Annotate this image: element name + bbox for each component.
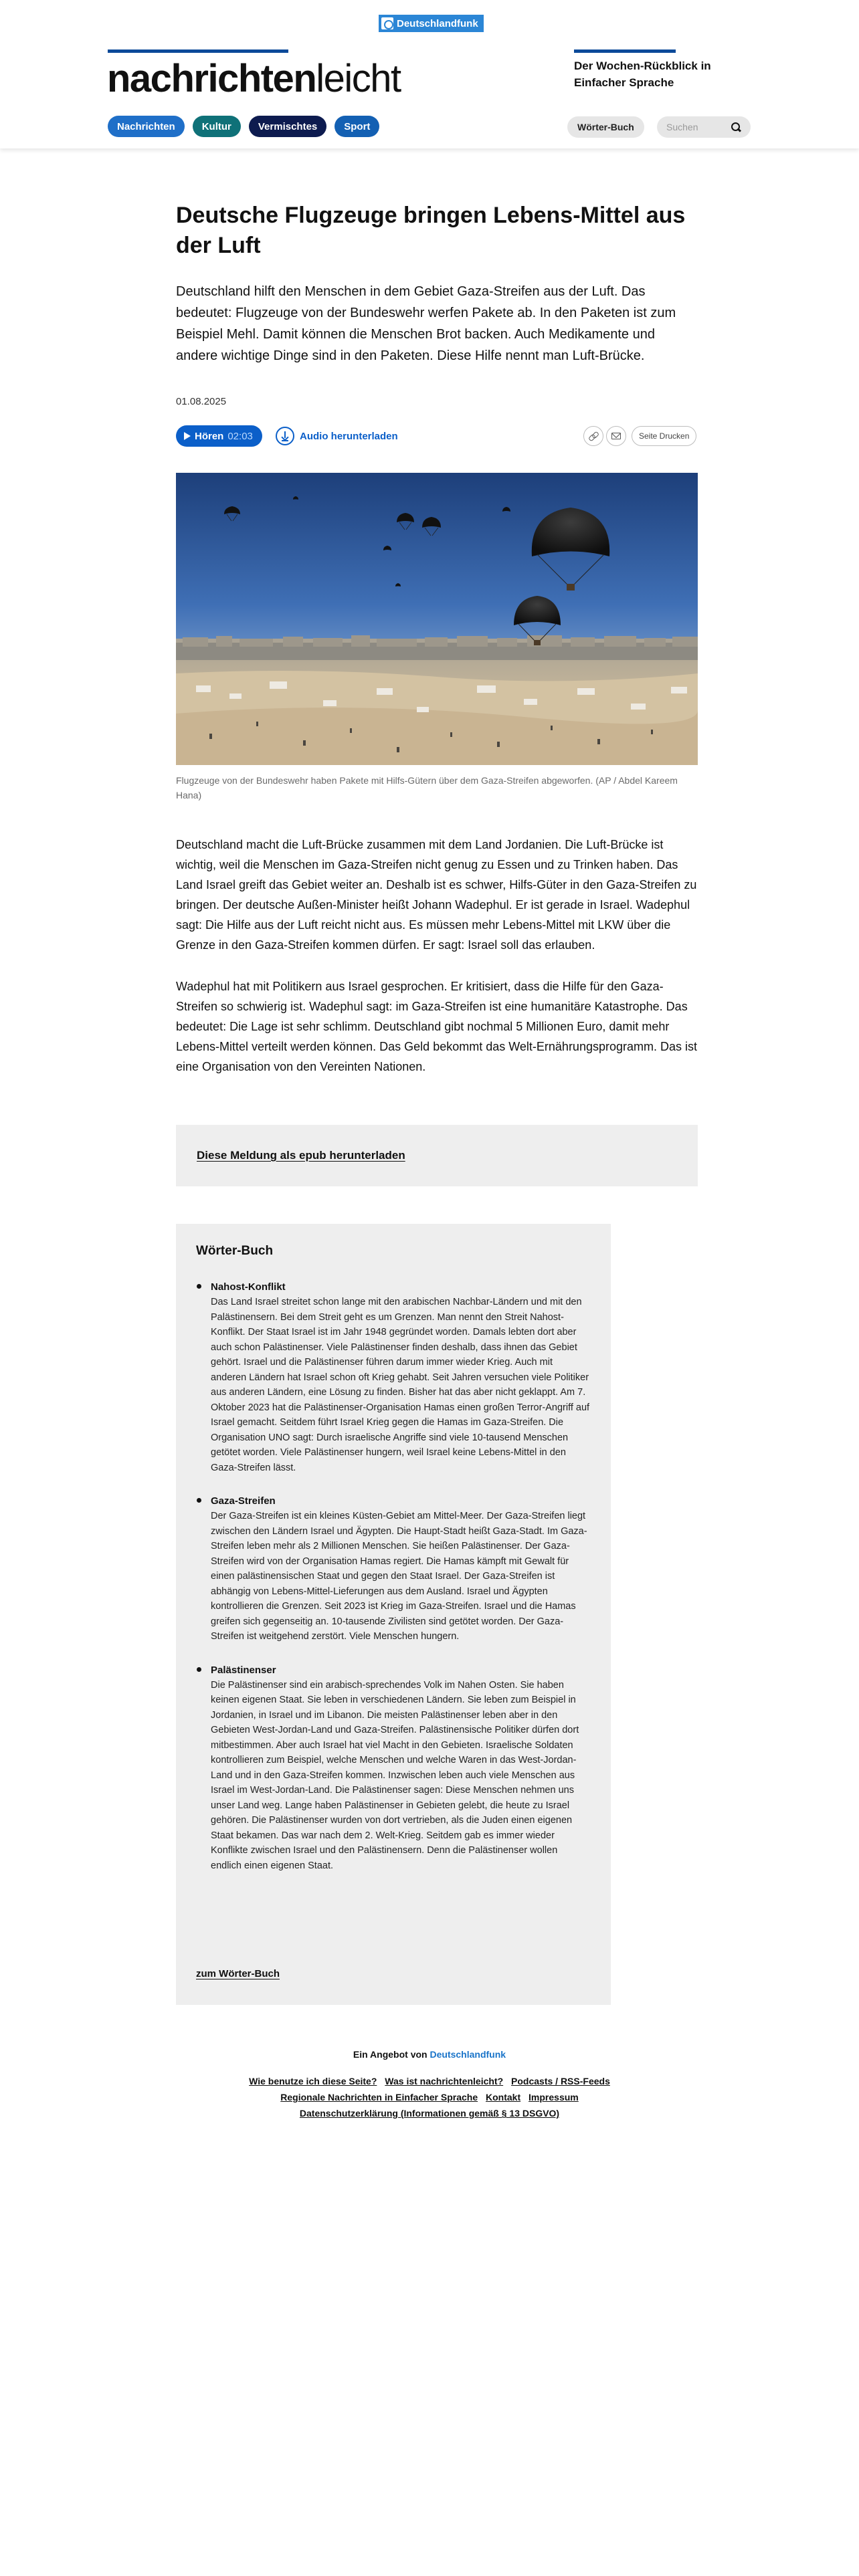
footer-deutschlandfunk-link[interactable]: Deutschlandfunk xyxy=(430,2049,506,2060)
play-icon xyxy=(184,432,191,440)
footer-link-regional[interactable]: Regionale Nachrichten in Einfacher Sprache xyxy=(280,2092,478,2103)
entry-definition: Die Palästinenser sind ein arabisch-sprechendes Volk im Nahen Osten. Sie haben keinen eigenen Staat. Sie leben in verschiedenen Ländern. Sie leben zum Beispiel in Jordanien, in Israel und im Libanon. Die meisten Palästinenser leben aber in den Gebieten West-Jordan-Land und Gaza-Streifen. Palästinensische Politiker dürfen dort mitbestimmen. Aber auch Israel hat viel Macht in den Gebieten. Israelische Soldaten kontrollieren zum Beispiel, welche Menschen und welche Waren in das West-Jordan-Land und in den Gaza-Streifen kommen. Inzwischen leben auch viele Menschen aus Israel im West-Jordan-Land. Die Palästinenser sagen: Diese Menschen nehmen uns unser Land weg. Lange haben Palästinenser in Gebieten gelebt, die heute zu Israel gehören. Die Palästinenser wurden von dort vertrieben, als die Juden einen eigenen Staat bekamen. Das war nach dem 2. Welt-Krieg. Seitdem gab es immer wieder Konflikte zwischen Israel und den Palästinensern. Denn die Palästinenser wollen endlich einen eigenen Staat. xyxy=(211,1679,579,1871)
search-input[interactable] xyxy=(666,122,731,132)
footer-links xyxy=(201,2073,658,2121)
nav-item-sport[interactable]: Sport xyxy=(335,116,379,137)
copy-link-button[interactable] xyxy=(583,426,603,446)
woerterbuch-title: Wörter-Buch xyxy=(196,1244,274,1258)
site-tagline: Der Wochen-Rückblick in Einfacher Sprache xyxy=(574,60,711,89)
download-audio-link[interactable] xyxy=(276,425,398,447)
article-date: 01.08.2025 xyxy=(176,396,227,407)
article-teaser: Deutschland hilft den Menschen in dem Gebiet Gaza-Streifen aus der Luft. Das bedeutet: Flugzeuge von der Bundeswehr werfen Pakete ab. In den Paketen ist zum Beispiel Mehl. Damit können die Menschen Brot backen. Auch Medikamente und andere wichtige Dinge sind in den Paketen. Diese Hilfe nennt man Luft-Brücke. xyxy=(176,284,676,363)
epub-download-box xyxy=(176,1125,698,1186)
deutschlandfunk-badge-label: Deutschlandfunk xyxy=(397,17,478,29)
article-image xyxy=(176,473,698,765)
footer-link-how-to-use[interactable]: Wie benutze ich diese Seite? xyxy=(249,2076,377,2086)
article-paragraph: Wadephul hat mit Politikern aus Israel gesprochen. Er kritisiert, dass die Hilfe für den Gaza-Streifen so schwierig ist. Wadephul sagt: im Gaza-Streifen ist eine humanitäre Katastrophe. Das bedeutet: Die Lage ist sehr schlimm. Deutschland gibt nochmal 5 Millionen Euro, damit mehr Lebens-Mittel verteilt werden können. Das Geld bekommt das Welt-Ernährungsprogramm. Das ist eine Organisation von den Vereinten Nationen. xyxy=(176,980,698,1073)
nav-item-kultur[interactable]: Kultur xyxy=(193,116,241,137)
bullet-icon xyxy=(197,1284,201,1289)
link-icon xyxy=(589,431,598,441)
article-header xyxy=(176,201,698,366)
woerterbuch-entry xyxy=(196,1494,591,1644)
woerterbuch-button[interactable]: Wörter-Buch xyxy=(567,116,644,138)
entry-term: Gaza-Streifen xyxy=(211,1495,276,1507)
mail-icon xyxy=(611,433,621,439)
woerterbuch-entry xyxy=(196,1663,591,1874)
woerterbuch-entries xyxy=(196,1280,591,1873)
download-audio-label: Audio herunterladen xyxy=(300,430,398,442)
entry-term: Palästinenser xyxy=(211,1664,276,1676)
logo-part-leicht: leicht xyxy=(316,57,401,100)
listen-button[interactable] xyxy=(176,425,262,447)
nav-item-vermischtes[interactable]: Vermischtes xyxy=(249,116,326,137)
bullet-icon xyxy=(197,1667,201,1672)
site-header xyxy=(0,0,859,148)
woerterbuch-entry xyxy=(196,1280,591,1475)
search-box xyxy=(657,116,751,138)
nav-item-nachrichten[interactable]: Nachrichten xyxy=(108,116,185,137)
woerterbuch-more-link[interactable]: zum Wörter-Buch xyxy=(196,1968,280,1979)
logo-part-nachrichten: nachrichten xyxy=(107,57,316,100)
category-nav xyxy=(108,116,379,137)
epub-download-link[interactable]: Diese Meldung als epub herunterladen xyxy=(197,1149,405,1162)
download-icon xyxy=(276,427,294,445)
deutschlandfunk-badge[interactable] xyxy=(379,15,484,32)
logo-accent-bar xyxy=(108,49,288,53)
footer-link-contact[interactable]: Kontakt xyxy=(486,2092,521,2103)
woerterbuch-box xyxy=(176,1224,611,2005)
site-logo[interactable] xyxy=(107,55,401,103)
footer-offer xyxy=(0,2049,859,2060)
article-paragraph: Deutschland macht die Luft-Brücke zusammen mit dem Land Jordanien. Die Luft-Brücke ist wichtig, weil die Menschen im Gaza-Streifen nicht genug zu Essen und zu Trinken haben. Das Land Israel greift das Gebiet weiter an. Deshalb ist es schwer, Hilfs-Güter in den Gaza-Streifen zu bringen. Der deutsche Außen-Minister heißt Johann Wadephul. Er ist gerade in Israel. Wadephul sagt: Die Hilfe aus der Luft reicht nicht aus. Es müssen mehr Lebens-Mittel mit LKW über die Grenze in den Gaza-Streifen kommen dürfen. Er sagt: Israel soll das erlauben. xyxy=(176,838,697,952)
footer-link-about[interactable]: Was ist nachrichtenleicht? xyxy=(385,2076,504,2086)
listen-duration: 02:03 xyxy=(227,430,253,442)
article-body xyxy=(176,835,698,1098)
entry-term: Nahost-Konflikt xyxy=(211,1281,286,1293)
footer-offer-text: Ein Angebot von xyxy=(353,2049,427,2060)
image-caption: Flugzeuge von der Bundeswehr haben Pakete mit Hilfs-Gütern über dem Gaza-Streifen abgeworfen. (AP / Abdel Kareem Hana) xyxy=(176,775,678,800)
footer-link-privacy[interactable]: Datenschutzerklärung (Informationen gemäß § 13 DSGVO) xyxy=(299,2108,560,2119)
entry-definition: Das Land Israel streitet schon lange mit den arabischen Nachbar-Ländern und mit den Palästinensern. Bei dem Streit geht es um Grenzen. Man nennt den Streit Nahost-Konflikt. Der Staat Israel ist im Jahr 1948 gegründet worden. Damals lebten dort aber auch schon Palästinenser. Viele Palästinenser finden deshalb, dass ihnen das Gebiet gehört. Israel und die Palästinenser führen darum immer wieder Krieg. Auch mit anderen Ländern hat Israel schon oft Krieg gehabt. Seit Jahren versuchen viele Politiker aus anderen Ländern, eine Lösung zu finden. Bisher hat das aber nicht geklappt. Am 7. Oktober 2023 hat die Palästinenser-Organisation Hamas einen großen Terror-Angriff auf Israel gemacht. Seitdem führt Israel Krieg gegen die Hamas im Gaza-Streifen. Die Organisation UNO sagt: Durch israelische Angriffe sind viele 10-tausend Menschen getötet worden. Viele Palästinenser hungern, weil Israel keine Lebens-Mittel in den Gaza-Streifen lässt. xyxy=(211,1297,590,1473)
footer-link-imprint[interactable]: Impressum xyxy=(529,2092,579,2103)
bullet-icon xyxy=(197,1498,201,1503)
deutschlandfunk-logo-icon xyxy=(381,17,393,29)
search-icon[interactable] xyxy=(731,122,741,132)
entry-definition: Der Gaza-Streifen ist ein kleines Küsten-Gebiet am Mittel-Meer. Der Gaza-Streifen liegt zwischen den Ländern Israel und Ägypten. Die Haupt-Stadt heißt Gaza-Stadt. Im Gaza-Streifen leben mehr als 2 Millionen Menschen. Sie heißen Palästinenser. Der Gaza-Streifen wird von der Organisation Hamas regiert. Die Hamas kämpft mit Gewalt für einen palästinensischen Staat und gegen den Staat Israel. Der Gaza-Streifen ist abhängig von Lebens-Mittel-Lieferungen aus dem Ausland. Israel und Ägypten kontrollieren die Grenzen. Seit 2023 ist Krieg im Gaza-Streifen. Israel und die Hamas greifen sich gegenseitig an. 10-tausende Zivilisten sind getötet worden. Der Gaza-Streifen ist weitgehend zerstört. Viele Menschen hungern. xyxy=(211,1511,587,1642)
article-headline: Deutsche Flugzeuge bringen Lebens-Mittel aus der Luft xyxy=(176,203,686,258)
tagline-accent-bar xyxy=(574,49,676,53)
listen-label: Hören xyxy=(195,430,224,442)
share-email-button[interactable] xyxy=(606,426,626,446)
print-page-button[interactable]: Seite Drucken xyxy=(632,426,696,446)
footer-link-podcasts[interactable]: Podcasts / RSS-Feeds xyxy=(511,2076,610,2086)
airdrop-photo xyxy=(176,473,698,765)
